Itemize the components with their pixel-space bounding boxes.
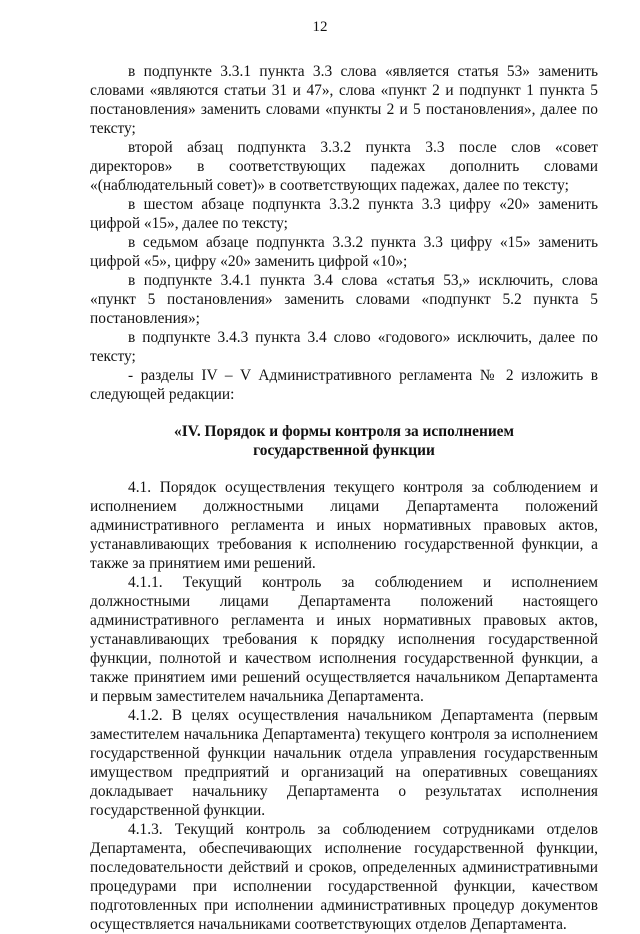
amendment-paragraph: в подпункте 3.4.3 пункта 3.4 слово «годового» исключить, далее по тексту; bbox=[90, 329, 598, 365]
amendment-paragraph: в подпункте 3.4.1 пункта 3.4 слова «статья 53,» исключить, слова «пункт 5 постановления» заменить словами «подпункт 5.2 пункта 5 постановления»; bbox=[90, 272, 598, 327]
document-body bbox=[90, 62, 598, 934]
amendment-paragraph: в седьмом абзаце подпункта 3.3.2 пункта 3.3 цифру «15» заменить цифрой «5», цифру «20» заменить цифрой «10»; bbox=[90, 234, 598, 270]
amendment-paragraph: - разделы IV – V Административного регламента № 2 изложить в следующей редакции: bbox=[90, 367, 598, 403]
section-paragraph: 4.1. Порядок осуществления текущего контроля за соблюдением и исполнением должностными лицами Департамента положений административного регламента и иных нормативных правовых актов, устанавливающих требования к исполнению государственной функции, а также за принятием ими решений. bbox=[90, 479, 598, 572]
section-paragraph: 4.1.3. Текущий контроль за соблюдением сотрудниками отделов Департамента, обеспечивающих исполнение государственной функции, последовательности действий и сроков, определенных административными процедурами при исполнении государственной функции, качеством подготовленных при исполнении административных процедур документов осуществляется начальниками соответствующих отделов Департамента. bbox=[90, 821, 598, 933]
section-paragraph: 4.1.1. Текущий контроль за соблюдением и исполнением должностными лицами Департамента положений настоящего административного регламента и иных нормативных правовых актов, устанавливающих требования к порядку исполнения государственной функции, полнотой и качеством исполнения государственной функции, а также принятием ими решений осуществляется начальником Департамента и первым заместителем начальника Департамента. bbox=[90, 574, 598, 705]
section-paragraph: 4.1.2. В целях осуществления начальником Департамента (первым заместителем начальника Департамента) текущего контроля за исполнением государственной функции начальник отдела управления государственным имуществом предприятий и организаций на оперативных совещаниях докладывает начальнику Департамента о результатах исполнения государственной функции. bbox=[90, 707, 598, 819]
amendment-paragraph: второй абзац подпункта 3.3.2 пункта 3.3 после слов «совет директоров» в соответствующих падежах дополнить словами «(наблюдательный совет)» в соответствующих падежах, далее по тексту; bbox=[90, 139, 598, 194]
amendment-paragraph: в шестом абзаце подпункта 3.3.2 пункта 3.3 цифру «20» заменить цифрой «15», далее по тексту; bbox=[90, 196, 598, 232]
page-number: 12 bbox=[312, 19, 328, 35]
amendment-paragraph: в подпункте 3.3.1 пункта 3.3 слова «является статья 53» заменить словами «являются статьи 31 и 47», слова «пункт 2 и подпункт 1 пункта 5 постановления» заменить словами «пункты 2 и 5 постановления», далее по тексту; bbox=[90, 63, 598, 137]
section-heading: «IV. Порядок и формы контроля за исполнением государственной функции bbox=[174, 423, 514, 459]
